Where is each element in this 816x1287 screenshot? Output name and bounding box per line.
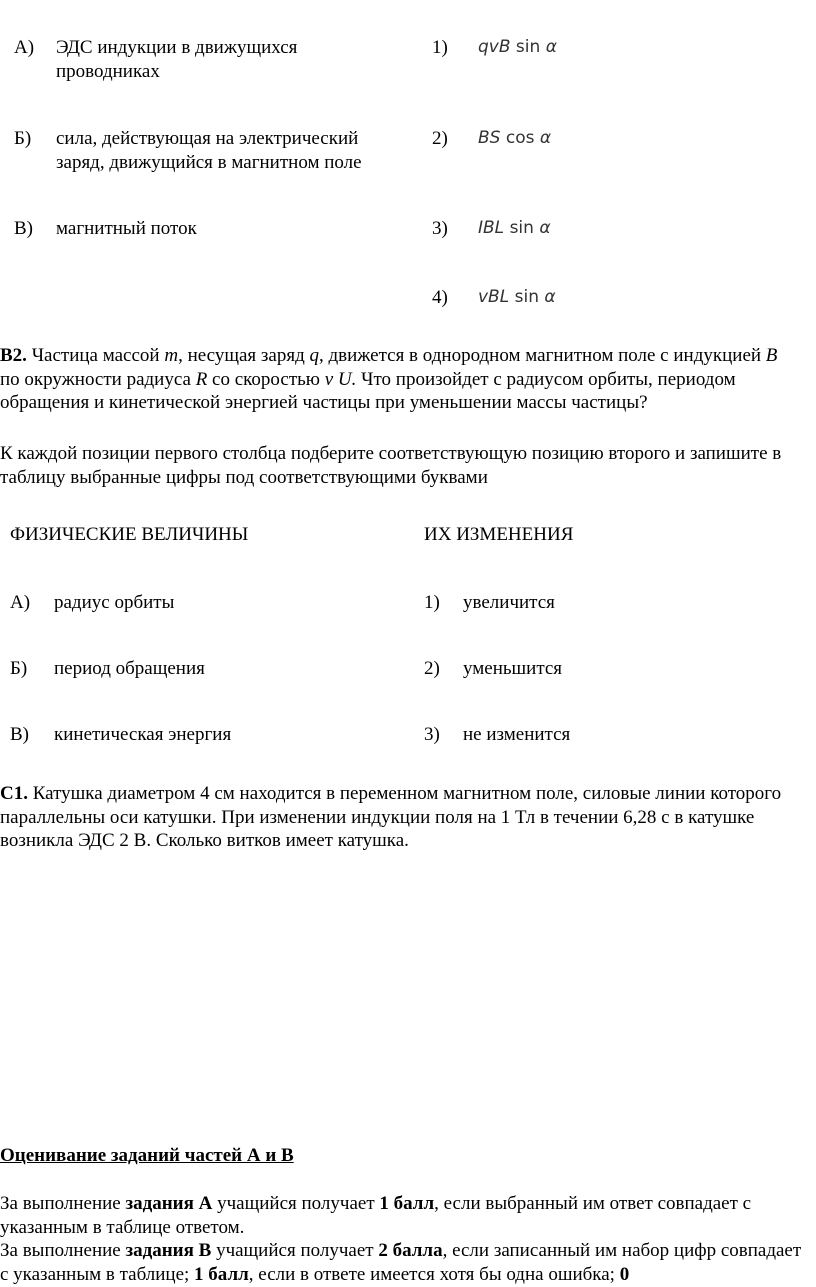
match2-header-left: ФИЗИЧЕСКИЕ ВЕЛИЧИНЫ [10, 524, 249, 545]
match1-formula-4: vBL sin α [478, 287, 556, 307]
grading-heading: Оценивание заданий частей А и В [0, 1145, 294, 1166]
match1-item-c-line1: магнитный поток [56, 218, 197, 239]
match1-item-b-line1: сила, действующая на электрический [56, 128, 359, 149]
grading-task-b: За выполнение задания В учащийся получает 2 балла, если записанный им набор цифр совпадает с указанным в таблице; 1 балл, если в ответе имеется хотя бы одна ошибка; 0 [0, 1240, 802, 1285]
match2-num-1: 1) [424, 592, 440, 613]
match1-item-a-line1: ЭДС индукции в движущихся [56, 37, 298, 58]
match2-letter-b: Б) [10, 658, 28, 679]
match2-num-2: 2) [424, 658, 440, 679]
match1-num-3: 3) [432, 218, 448, 239]
task-b2-text: В2. Частица массой m, несущая заряд q, движется в однородном магнитном поле с индукцией B по окружности радиуса R со скоростью v U. Что произойдет с радиусом орбиты, периодом обращения и кинетической энергией частицы при уменьшении массы частицы? [0, 345, 778, 413]
match2-item-c: кинетическая энергия [54, 724, 232, 745]
task-b2-label: В2. [0, 345, 27, 366]
match2-letter-c: В) [10, 724, 29, 745]
match1-item-a-line2: проводниках [56, 61, 160, 82]
task-c1-label: С1. [0, 783, 28, 804]
match1-formula-1: qvB sin α [478, 37, 557, 57]
match2-item-a: радиус орбиты [54, 592, 175, 613]
match1-num-1: 1) [432, 37, 448, 58]
match2-change-3: не изменится [463, 724, 571, 745]
grading-task-a: За выполнение задания А учащийся получает 1 балл, если выбранный им ответ совпадает с указанным в таблице ответом. [0, 1193, 752, 1238]
match1-formula-3: IBL sin α [478, 218, 551, 238]
match2-num-3: 3) [424, 724, 440, 745]
match1-formula-2: BS cos α [478, 128, 552, 148]
match2-letter-a: А) [10, 592, 31, 613]
match1-letter-b: Б) [14, 128, 32, 149]
match2-change-2: уменьшится [463, 658, 563, 679]
task-c1-text: С1. Катушка диаметром 4 см находится в переменном магнитном поле, силовые линии которого параллельны оси катушки. При изменении индукции поля на 1 Тл в течении 6,28 с в катушке возникла ЭДС 2 В. Сколько витков имеет катушка. [0, 783, 782, 851]
match1-letter-c: В) [14, 218, 33, 239]
match2-item-b: период обращения [54, 658, 205, 679]
match1-num-2: 2) [432, 128, 448, 149]
match1-letter-a: А) [14, 37, 35, 58]
task-b2-instruction: К каждой позиции первого столбца подберите соответствующую позицию второго и запишите в таблицу выбранные цифры под соответствующими буквами [0, 443, 782, 488]
match1-item-b-line2: заряд, движущийся в магнитном поле [56, 152, 362, 173]
match1-num-4: 4) [432, 287, 448, 308]
match2-change-1: увеличится [463, 592, 555, 613]
match2-header-right: ИХ ИЗМЕНЕНИЯ [424, 524, 574, 545]
